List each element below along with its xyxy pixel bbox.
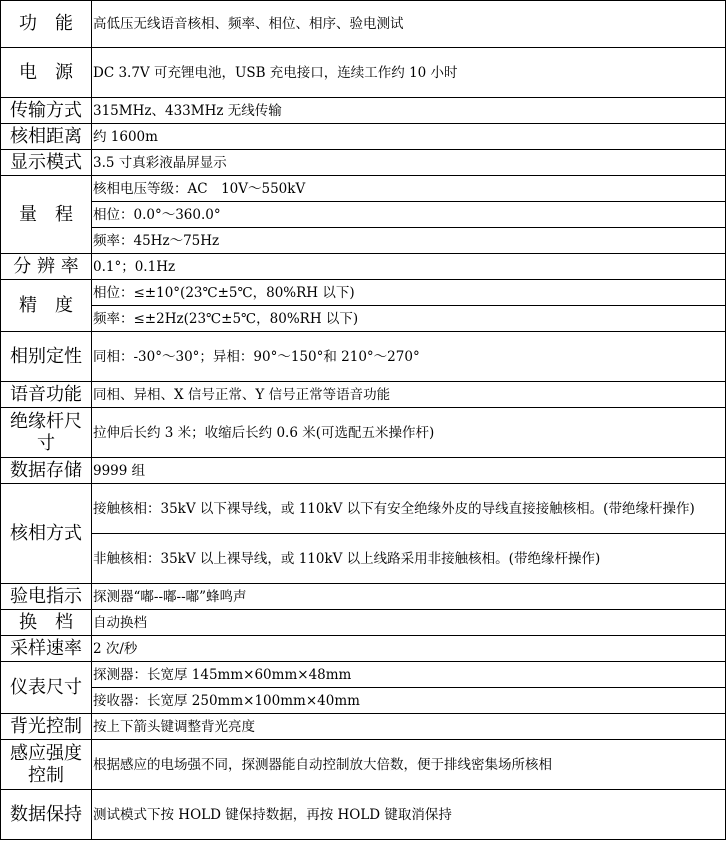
- label-function: 功 能: [1, 1, 92, 48]
- label-rod-size: 绝缘杆尺寸: [1, 408, 92, 458]
- row-range-switch: [1, 610, 726, 636]
- value-phasing-noncontact: 非触核相：35kV 以上裸导线，或 110kV 以上线路采用非接触核相。(带绝缘杆操作): [92, 534, 726, 584]
- row-range-2: [1, 202, 726, 228]
- value-range-phase: 相位：0.0°～360.0°: [92, 202, 726, 228]
- row-transmission: [1, 98, 726, 124]
- value-sensitivity: 根据感应的电场强不同，探测器能自动控制放大倍数，便于排线密集场所核相: [92, 740, 726, 790]
- value-range-switch: 自动换档: [92, 610, 726, 636]
- value-hold: 测试模式下按 HOLD 键保持数据，再按 HOLD 键取消保持: [92, 790, 726, 840]
- label-sampling: 采样速率: [1, 636, 92, 662]
- value-function: 高低压无线语音核相、频率、相位、相序、验电测试: [92, 1, 726, 48]
- row-accuracy-2: [1, 306, 726, 332]
- row-phasing-method-2: [1, 534, 726, 584]
- label-distance: 核相距离: [1, 124, 92, 150]
- label-power: 电 源: [1, 48, 92, 98]
- value-indication: 探测器“嘟--嘟--嘟”蜂鸣声: [92, 584, 726, 610]
- label-resolution: 分 辨 率: [1, 254, 92, 280]
- value-power: DC 3.7V 可充锂电池，USB 充电接口，连续工作约 10 小时: [92, 48, 726, 98]
- value-range-frequency: 频率：45Hz～75Hz: [92, 228, 726, 254]
- label-phasing-method: 核相方式: [1, 484, 92, 584]
- value-rod-size: 拉伸后长约 3 米；收缩后长约 0.6 米(可选配五米操作杆): [92, 408, 726, 458]
- label-backlight: 背光控制: [1, 714, 92, 740]
- row-dimensions: [1, 662, 726, 688]
- row-range: [1, 176, 726, 202]
- value-accuracy-frequency: 频率：≤±2Hz(23℃±5℃，80%RH 以下): [92, 306, 726, 332]
- row-phasing-method: [1, 484, 726, 534]
- label-indication: 验电指示: [1, 584, 92, 610]
- label-phase-qualification: 相别定性: [1, 332, 92, 382]
- value-dimensions-receiver: 接收器：长宽厚 250mm×100mm×40mm: [92, 688, 726, 714]
- row-backlight: [1, 714, 726, 740]
- row-power: [1, 48, 726, 98]
- row-phase-qualification: [1, 332, 726, 382]
- label-accuracy: 精 度: [1, 280, 92, 332]
- row-sensitivity: [1, 740, 726, 790]
- value-display: 3.5 寸真彩液晶屏显示: [92, 150, 726, 176]
- row-function: [1, 1, 726, 48]
- value-backlight: 按上下箭头键调整背光亮度: [92, 714, 726, 740]
- label-hold: 数据保持: [1, 790, 92, 840]
- row-voice: [1, 382, 726, 408]
- row-indication: [1, 584, 726, 610]
- row-accuracy: [1, 280, 726, 306]
- value-transmission: 315MHz、433MHz 无线传输: [92, 98, 726, 124]
- row-dimensions-2: [1, 688, 726, 714]
- row-rod-size: [1, 408, 726, 458]
- label-storage: 数据存储: [1, 458, 92, 484]
- value-distance: 约 1600m: [92, 124, 726, 150]
- row-range-3: [1, 228, 726, 254]
- row-storage: [1, 458, 726, 484]
- row-distance: [1, 124, 726, 150]
- label-voice: 语音功能: [1, 382, 92, 408]
- value-range-voltage: 核相电压等级：AC 10V～550kV: [92, 176, 726, 202]
- value-accuracy-phase: 相位：≤±10°(23℃±5℃，80%RH 以下): [92, 280, 726, 306]
- row-display: [1, 150, 726, 176]
- value-storage: 9999 组: [92, 458, 726, 484]
- value-sampling: 2 次/秒: [92, 636, 726, 662]
- value-phasing-contact: 接触核相：35kV 以下裸导线，或 110kV 以下有安全绝缘外皮的导线直接接触核相。(带绝缘杆操作): [92, 484, 726, 534]
- value-phase-qualification: 同相：-30°～30°；异相：90°～150°和 210°～270°: [92, 332, 726, 382]
- label-transmission: 传输方式: [1, 98, 92, 124]
- label-dimensions: 仪表尺寸: [1, 662, 92, 714]
- label-sensitivity: 感应强度控制: [1, 740, 92, 790]
- row-resolution: [1, 254, 726, 280]
- label-display: 显示模式: [1, 150, 92, 176]
- value-voice: 同相、异相、X 信号正常、Y 信号正常等语音功能: [92, 382, 726, 408]
- row-sampling: [1, 636, 726, 662]
- row-hold: [1, 790, 726, 840]
- label-range: 量 程: [1, 176, 92, 254]
- value-resolution: 0.1°；0.1Hz: [92, 254, 726, 280]
- value-dimensions-detector: 探测器：长宽厚 145mm×60mm×48mm: [92, 662, 726, 688]
- label-range-switch: 换 档: [1, 610, 92, 636]
